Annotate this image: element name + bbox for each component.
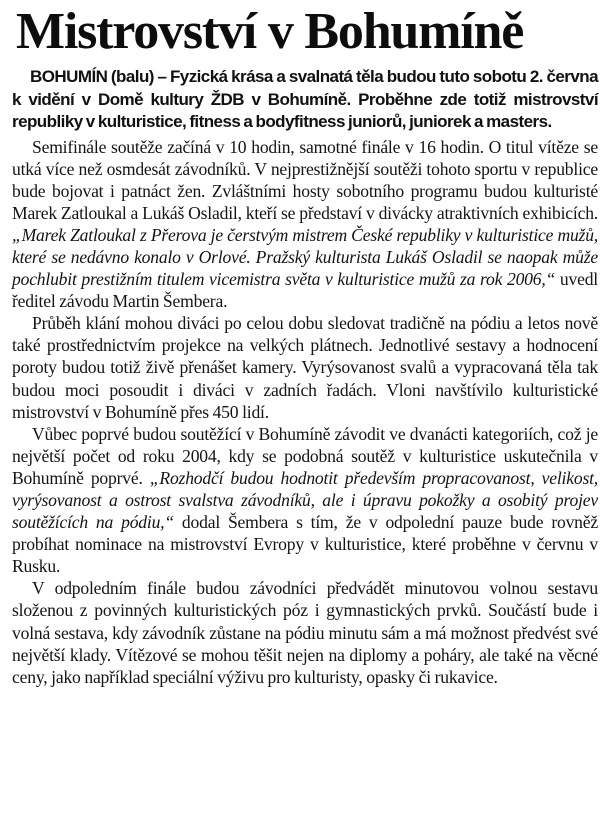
article-lead bbox=[12, 66, 598, 134]
lead-dateline: BOHUMÍN (balu) bbox=[30, 67, 154, 86]
paragraph-3-text-a: Vůbec poprvé budou soutěžící v Bohumíně závodit ve dvanácti kategoriích, což je největší počet od roku 2004, kdy se podobná soutěž v kulturistice uskutečnila v Bohumíně poprvé. bbox=[12, 423, 598, 488]
lead-text: – Fyzická krása a svalnatá těla budou tuto sobotu 2. června k vidění v Domě kultury ŽDB v Bohumíně. Proběhne zde totiž mistrovství republiky v kulturistice, fitness a bodyfitness juniorů, juniorek a masters. bbox=[12, 67, 598, 131]
article-paragraph-2 bbox=[12, 312, 598, 422]
paragraph-1-text-a: Semifinále soutěže začíná v 10 hodin, samotné finále v 16 hodin. O titul vítěze se utká více než osmdesát závodníků. V nejprestižnější soutěži tohoto sportu v republice bude bojovat i patnáct žen. Zvláštními hosty sobotního programu budou kulturisté Marek Zatloukal a Lukáš Osladil, kteří se představí v divácky atraktivních exhibicích. bbox=[12, 136, 598, 223]
article-paragraph-3 bbox=[12, 423, 598, 578]
paragraph-2-text: Průběh klání mohou diváci po celou dobu sledovat tradičně na pódiu a letos nově také prostřednictvím projekce na velkých plátnech. Jednotlivé sestavy a hodnocení poroty budou totiž živě přenášet kamery. Vyrýsovanost svalů a vypracovaná těla tak budou moci posoudit i diváci v zadních řadách. Vloni navštívilo kulturistické mistrovství v Bohumíně přes 450 lidí. bbox=[12, 313, 598, 422]
article-paragraph-4 bbox=[12, 577, 598, 687]
paragraph-1-quote: „Marek Zatloukal z Přerova je čerstvým mistrem České republiky v kulturistice mužů, které se nedávno konalo v Orlové. Pražský kulturista Lukáš Osladil se naopak může pochlubit prestižním titulem vicemistra světa v kulturistice mužů za rok 2006,“ bbox=[12, 224, 598, 290]
article-headline: Mistrovství v Bohumíně bbox=[16, 3, 524, 60]
paragraph-1-text-b: uvedl ředitel závodu Martin Šembera. bbox=[12, 269, 598, 312]
newspaper-article bbox=[12, 0, 598, 688]
paragraph-3-text-b: dodal Šembera s tím, že v odpolední pauze bude rovněž probíhat nominace na mistrovství Evropy v kulturistice, které proběhne v červnu v Rusku. bbox=[12, 512, 598, 577]
article-paragraph-1 bbox=[12, 136, 598, 313]
paragraph-3-quote: „Rozhodčí budou hodnotit především propracovanost, velikost, vyrýsovanost a ostrost svalstva závodníků, ale i úpravu pokožky a osobitý projev soutěžících na pódiu,“ bbox=[12, 467, 598, 533]
paragraph-4-text: V odpoledním finále budou závodníci předvádět minutovou volnou sestavu složenou z povinných kulturistických póz i gymnastických prvků. Součástí bude i volná sestava, kdy závodník zůstane na pódiu minutu sám a má možnost předvést své největší klady. Vítězové se mohou těšit nejen na diplomy a poháry, ale také na věcné ceny, jako například speciální výživu pro kulturisty, opasky či rukavice. bbox=[12, 578, 598, 687]
